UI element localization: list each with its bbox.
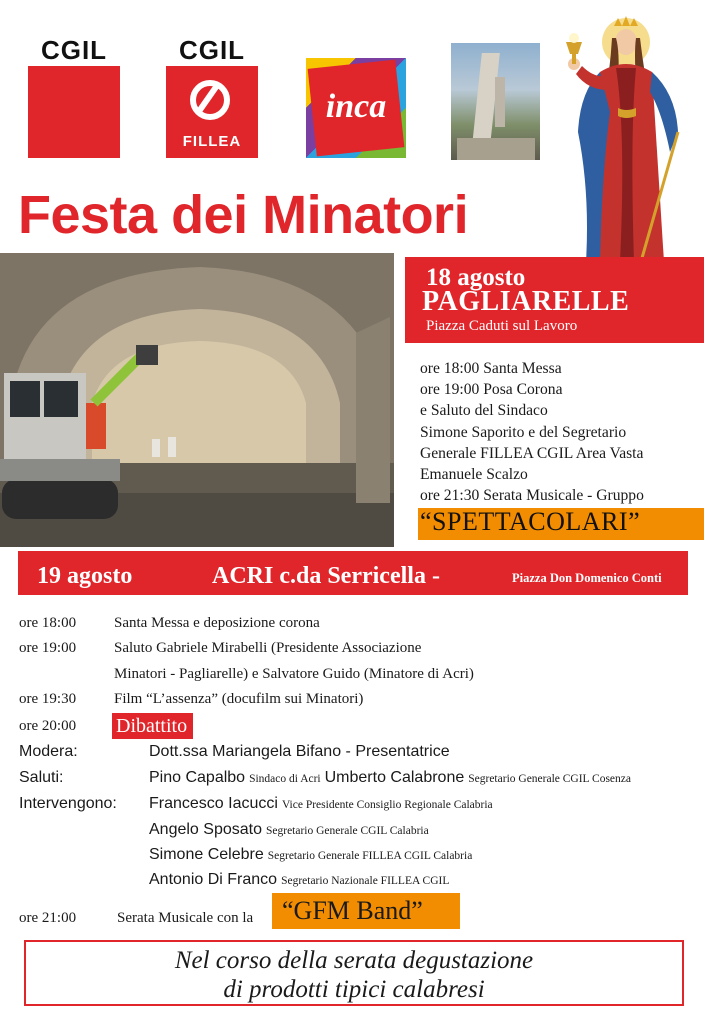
speaker-name: Antonio Di Franco — [149, 871, 278, 888]
speaker-name: Francesco Iacucci — [149, 795, 278, 812]
cgil-red-square — [28, 66, 120, 158]
day19-place: ACRI c.da Serricella - — [212, 563, 440, 589]
schedule-desc: Film “L’assenza” (docufilm sui Minatori) — [114, 691, 364, 707]
dibattito-label: Dibattito — [112, 713, 193, 739]
day18-program — [420, 358, 704, 506]
day19-date: 19 agosto — [37, 563, 133, 589]
day18-line: e Saluto del Sindaco — [420, 402, 548, 420]
schedule-time: ore 18:00 — [19, 615, 77, 631]
speaker-line — [149, 871, 449, 889]
saluti-line — [149, 769, 631, 787]
speaker-role: Segretario Nazionale FILLEA CGIL — [281, 875, 450, 887]
schedule-time: ore 19:00 — [19, 640, 77, 656]
speaker-line — [149, 821, 429, 839]
tunnel-photo — [0, 253, 394, 547]
music-time: ore 21:00 — [19, 910, 77, 926]
closing-box — [24, 940, 684, 1006]
closing-line: di prodotti tipici calabresi — [223, 976, 485, 1003]
schedule-time: ore 20:00 — [19, 718, 77, 734]
speaker-role: Sindaco di Acri — [249, 773, 321, 785]
saluti-label: Saluti: — [19, 769, 64, 786]
schedule-desc: Minatori - Pagliarelle) e Salvatore Guido (Minatore di Acri) — [114, 666, 474, 682]
monument-figure — [495, 77, 505, 127]
day18-line: Generale FILLEA CGIL Area Vasta — [420, 444, 644, 462]
day18-line: Simone Saporito e del Segretario — [420, 423, 627, 441]
monument-photo — [451, 43, 540, 160]
day19-square: Piazza Don Domenico Conti — [512, 571, 662, 585]
speaker-name: Pino Capalbo — [149, 769, 246, 786]
day18-line: ore 21:30 Serata Musicale - Gruppo — [420, 487, 644, 505]
day18-square: Piazza Caduti sul Lavoro — [426, 318, 578, 334]
cgil-logo-text: CGIL — [40, 35, 108, 65]
music-desc: Serata Musicale con la — [117, 910, 254, 926]
day18-line: ore 19:00 Posa Corona — [420, 381, 563, 399]
speaker-line — [149, 795, 493, 813]
fillea-logo-top-text: CGIL — [178, 35, 246, 65]
speaker-name: Umberto Calabrone — [324, 769, 465, 786]
page-title: Festa dei Minatori — [18, 185, 469, 245]
schedule-desc: Saluto Gabriele Mirabelli (Presidente Associazione — [114, 640, 422, 656]
fillea-logo-bottom-text: FILLEA — [182, 133, 242, 150]
fillea-symbol-icon — [190, 80, 230, 120]
speaker-role: Segretario Generale FILLEA CGIL Calabria — [267, 850, 473, 862]
closing-line: Nel corso della serata degustazione — [174, 947, 534, 974]
fillea-logo — [166, 36, 258, 158]
cgil-logo — [28, 36, 120, 158]
inca-logo-text: inca — [325, 88, 387, 125]
spettacolari-band-name: “SPETTACOLARI” — [420, 507, 641, 536]
speaker-name: Simone Celebre — [149, 846, 264, 863]
modera-name: Dott.ssa Mariangela Bifano - Presentatrice — [149, 743, 450, 760]
modera-label: Modera: — [19, 743, 78, 760]
fillea-red-square — [166, 66, 258, 158]
speaker-name: Angelo Sposato — [149, 821, 262, 838]
day18-line: ore 18:00 Santa Messa — [420, 360, 562, 377]
inca-logo — [306, 58, 406, 158]
speaker-line — [149, 846, 472, 864]
monument-base — [457, 138, 535, 160]
speaker-role: Segretario Generale CGIL Calabria — [265, 825, 429, 837]
schedule-time: ore 19:30 — [19, 691, 77, 707]
saint-barbara-image — [560, 12, 700, 264]
day18-line: Emanuele Scalzo — [420, 466, 528, 484]
gfm-band-name: “GFM Band” — [282, 896, 423, 925]
day18-place: PAGLIARELLE — [422, 286, 630, 317]
speaker-role: Segretario Generale CGIL Cosenza — [468, 773, 631, 785]
speaker-role: Vice Presidente Consiglio Regionale Calabria — [281, 799, 493, 811]
intervengono-label: Intervengono: — [19, 795, 117, 812]
day18-date: 18 agosto — [426, 264, 526, 291]
schedule-desc: Santa Messa e deposizione corona — [114, 615, 320, 631]
